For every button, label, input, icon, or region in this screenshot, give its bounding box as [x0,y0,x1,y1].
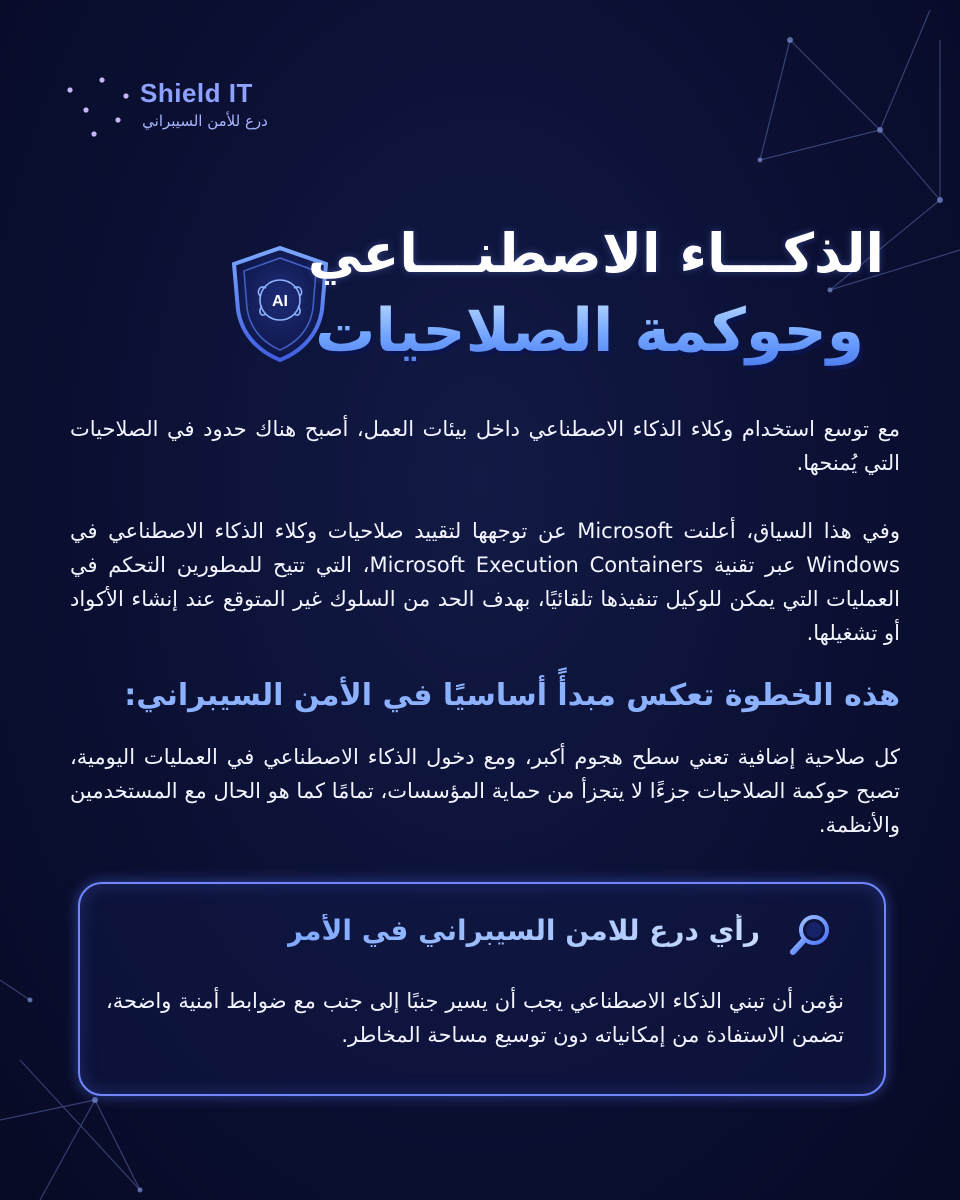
opinion-text: نؤمن أن تبني الذكاء الاصطناعي يجب أن يسير جنبًا إلى جنب مع ضوابط أمنية واضحة، تضمن الاستفادة من إمكانياته دون توسيع مساحة المخاطر. [106,989,844,1047]
brand-name: Shield IT [140,78,253,108]
shield-logo-icon [54,50,146,160]
search-icon [788,912,834,958]
brand-tagline: درع للأمن السيبراني [142,112,268,130]
principle-paragraph: كل صلاحية إضافية تعني سطح هجوم أكبر، ومع دخول الذكاء الاصطناعي في العمليات اليومية، تصبح حوكمة الصلاحيات جزءًا لا يتجزأ من حماية المؤسسات، تمامًا كما هو الحال مع المستخدمين والأنظمة. [70,745,900,837]
page-title-line-2: وحوكمة الصلاحيات [315,296,864,366]
context-paragraph: وفي هذا السياق، أعلنت Microsoft عن توجهها لتقييد صلاحيات وكلاء الذكاء الاصطناعي في Windows عبر تقنية Microsoft Execution Containers، التي تتيح للمطورين التحكم في العمليات التي يمكن للوكيل تنفيذها تلقائيًا، بهدف الحد من السلوك غير المتوقع عند إنشاء الأكواد أو تشغيلها. [70,519,900,645]
opinion-box [78,882,886,1096]
principle-subheading: هذه الخطوة تعكس مبدأً أساسيًا في الأمن السيبراني: [124,678,900,713]
intro-paragraph: مع توسع استخدام وكلاء الذكاء الاصطناعي داخل بيئات العمل، أصبح هناك حدود في الصلاحيات التي يُمنحها. [70,417,900,475]
page-title-line-1: الذكـــاء الاصطنـــاعي [307,222,884,285]
brand-logo [54,50,294,160]
ai-badge-text: AI [272,293,288,310]
opinion-title: رأي درع للامن السيبراني في الأمر [286,914,760,947]
